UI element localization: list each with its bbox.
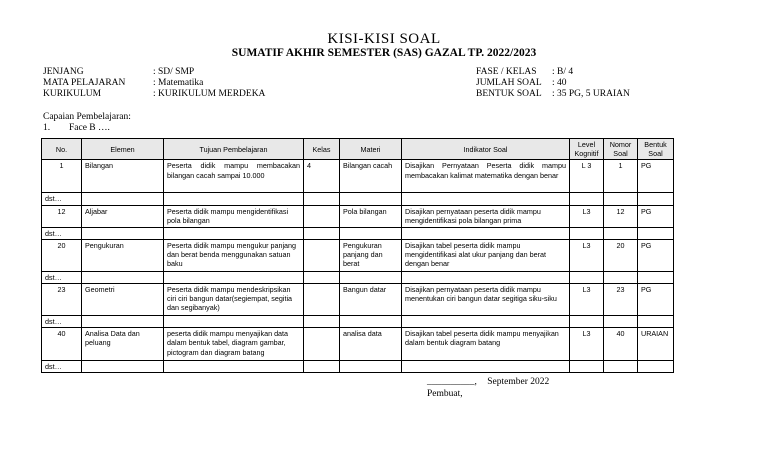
document-title: KISI-KISI SOAL	[327, 31, 441, 47]
meta-value-jenjang: : SD/ SMP	[153, 67, 195, 77]
cell-no: 12	[42, 205, 82, 227]
header-kelas: Kelas	[304, 139, 340, 160]
cell-materi: Pola bilangan	[340, 205, 402, 227]
table-row-dst	[42, 361, 674, 373]
meta-value-mapel: : Matematika	[153, 78, 204, 88]
meta-label-bentuk: BENTUK SOAL	[476, 89, 542, 99]
table-row-dst	[42, 227, 674, 239]
table-header-row	[42, 139, 674, 160]
cell-level: L3	[570, 205, 604, 227]
header-materi: Materi	[340, 139, 402, 160]
cell-indikator: Disajikan pernyataan peserta didik mampu mengidentifikasi pola bilangan prima	[402, 205, 570, 227]
cell-dst: dst…	[42, 316, 82, 328]
cell-no: 1	[42, 160, 82, 193]
table-row	[42, 160, 674, 193]
cell-level: L 3	[570, 160, 604, 193]
capaian-item-text: Face B ….	[69, 123, 110, 133]
signature-pembuat: Pembuat,	[427, 389, 463, 399]
header-tujuan: Tujuan Pembelajaran	[164, 139, 304, 160]
cell-elemen: Bilangan	[82, 160, 164, 193]
cell-level: L3	[570, 239, 604, 271]
signature-date: September 2022	[487, 377, 550, 387]
meta-value-jumlah: : 40	[552, 78, 567, 88]
capaian-label: Capaian Pembelajaran:	[43, 112, 131, 122]
cell-no: 40	[42, 328, 82, 361]
cell-level: L3	[570, 284, 604, 316]
meta-value-bentuk: : 35 PG, 5 URAIAN	[552, 89, 630, 99]
meta-label-mapel: MATA PELAJARAN	[43, 78, 126, 88]
capaian-pembelajaran	[43, 112, 131, 134]
cell-indikator: Disajikan tabel peserta didik mampu menyajikan dalam bentuk diagram batang	[402, 328, 570, 361]
table-row-dst	[42, 193, 674, 205]
cell-tujuan: Peserta didik mampu mendeskripsikan ciri ciri bangun datar(segiempat, segitia dan segibanyak)	[164, 284, 304, 316]
cell-bentuk: PG	[638, 205, 674, 227]
cell-bentuk: PG	[638, 284, 674, 316]
cell-nomor: 12	[604, 205, 638, 227]
meta-left	[43, 67, 265, 100]
cell-materi: Bangun datar	[340, 284, 402, 316]
cell-nomor: 23	[604, 284, 638, 316]
capaian-item	[43, 123, 131, 134]
cell-dst: dst…	[42, 227, 82, 239]
meta-label-kurikulum: KURIKULUM	[43, 89, 102, 99]
signature-date-line	[427, 377, 549, 387]
cell-no: 20	[42, 239, 82, 271]
cell-tujuan: Peserta didik mampu mengidentifikasi pola bilangan	[164, 205, 304, 227]
cell-dst: dst…	[42, 271, 82, 283]
cell-indikator: Disajikan pernyataan peserta didik mampu menentukan ciri bangun datar segitiga siku-siku	[402, 284, 570, 316]
meta-label-jumlah: JUMLAH SOAL	[476, 78, 542, 88]
table-row	[42, 239, 674, 271]
cell-elemen: Pengukuran	[82, 239, 164, 271]
cell-level: L3	[570, 328, 604, 361]
cell-nomor: 40	[604, 328, 638, 361]
header-level: Level Kognitif	[570, 139, 604, 160]
cell-materi: analisa data	[340, 328, 402, 361]
cell-nomor: 20	[604, 239, 638, 271]
header-no: No.	[42, 139, 82, 160]
header-bentuk: Bentuk Soal	[638, 139, 674, 160]
meta-label-jenjang: JENJANG	[43, 67, 84, 77]
table-row-dst	[42, 271, 674, 283]
header-nomor: Nomor Soal	[604, 139, 638, 160]
cell-nomor: 1	[604, 160, 638, 193]
cell-tujuan: peserta didik mampu menyajikan data dalam bentuk tabel, diagram gambar, pictogram dan diagram batang	[164, 328, 304, 361]
cell-elemen: Analisa Data dan peluang	[82, 328, 164, 361]
cell-bentuk: PG	[638, 239, 674, 271]
cell-kelas	[304, 205, 340, 227]
table-row	[42, 284, 674, 316]
header-indikator: Indikator Soal	[402, 139, 570, 160]
table-row	[42, 328, 674, 361]
cell-indikator: Disajikan tabel peserta didik mampu mengidentifikasi alat ukur panjang dan berat dengan benar	[402, 239, 570, 271]
cell-materi: Pengukuran panjang dan berat	[340, 239, 402, 271]
cell-indikator: Disajikan Pernyataan Peserta didik mampu membacakan kalimat matematika dengan benar	[402, 160, 570, 193]
cell-bentuk: PG	[638, 160, 674, 193]
table-row	[42, 205, 674, 227]
meta-right	[476, 67, 630, 100]
cell-kelas: 4	[304, 160, 340, 193]
meta-value-fase: : B/ 4	[552, 67, 574, 77]
header-elemen: Elemen	[82, 139, 164, 160]
meta-value-kurikulum: : KURIKULUM MERDEKA	[153, 89, 266, 99]
table-row-dst	[42, 316, 674, 328]
document-subtitle: SUMATIF AKHIR SEMESTER (SAS) GAZAL TP. 2022/2023	[231, 47, 537, 59]
cell-no: 23	[42, 284, 82, 316]
cell-elemen: Aljabar	[82, 205, 164, 227]
cell-kelas	[304, 239, 340, 271]
capaian-item-number: 1.	[43, 123, 51, 133]
cell-dst: dst…	[42, 193, 82, 205]
cell-elemen: Geometri	[82, 284, 164, 316]
cell-materi: Bilangan cacah	[340, 160, 402, 193]
cell-tujuan: Peserta didik mampu mengukur panjang dan berat benda menggunakan satuan baku	[164, 239, 304, 271]
cell-kelas	[304, 284, 340, 316]
cell-dst: dst…	[42, 361, 82, 373]
meta-label-fase: FASE / KELAS	[476, 67, 537, 77]
cell-kelas	[304, 328, 340, 361]
cell-bentuk: URAIAN	[638, 328, 674, 361]
kisi-table	[41, 138, 674, 373]
signature-place-blank: __________,	[427, 377, 477, 387]
cell-tujuan: Peserta didik mampu membacakan bilangan cacah sampai 10.000	[164, 160, 304, 193]
